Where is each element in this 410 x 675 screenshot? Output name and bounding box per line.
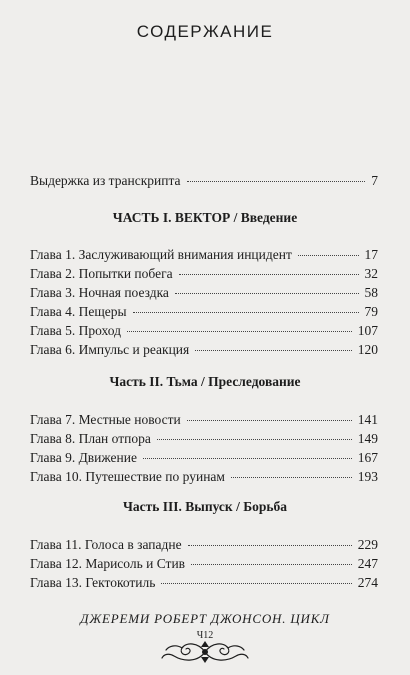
toc-entry [30,412,378,428]
toc-entry-page: 58 [364,285,378,300]
toc-entry-page: 274 [357,575,378,590]
toc-entry-page: 79 [364,304,378,319]
toc-entry [30,556,378,572]
toc-entry-page: 17 [364,247,378,262]
signature-code: Ч12 [196,630,214,641]
toc-entry [30,431,378,447]
dot-leader [127,331,352,332]
toc-entry-label: Глава 10. Путешествие по руинам [30,469,225,484]
ornament-flourish-icon [160,638,250,666]
dot-leader [188,545,352,546]
part-heading: ЧАСТЬ I. ВЕКТОР / Введение [112,210,298,225]
toc-entry [30,575,378,591]
toc-entry-label: Глава 8. План отпора [30,431,151,446]
toc-entry-intro [30,173,378,189]
dot-leader [195,350,352,351]
toc-entry [30,537,378,553]
toc-entry-page: 229 [357,537,378,552]
toc-entry-label: Глава 1. Заслуживающий внимания инцидент [30,247,292,262]
dot-leader [191,564,352,565]
toc-entry [30,323,378,339]
toc-entry-page: 7 [371,173,378,188]
page-title: СОДЕРЖАНИЕ [136,22,274,41]
toc-entry-label: Глава 11. Голоса в западне [30,537,182,552]
toc-entry-page: 141 [357,412,378,427]
toc-entry-page: 107 [357,323,378,338]
toc-entry-label: Глава 13. Гектокотиль [30,575,156,590]
toc-entry-label: Глава 9. Движение [30,450,137,465]
dot-leader [231,477,352,478]
toc-entry-page: 120 [357,342,378,357]
dot-leader [179,274,359,275]
toc-entry [30,469,378,485]
toc-entry [30,285,378,301]
toc-entry-page: 32 [364,266,378,281]
toc-entry-page: 167 [357,450,378,465]
toc-entry [30,304,378,320]
toc-entry [30,266,378,282]
toc-entry [30,342,378,358]
dot-leader [133,312,359,313]
toc-entry-label: Выдержка из транскрипта [30,173,181,188]
toc-entry [30,450,378,466]
toc-entry-label: Глава 12. Марисоль и Стив [30,556,186,571]
toc-entry-label: Глава 6. Импульс и реакция [30,342,190,357]
toc-entry-label: Глава 7. Местные новости [30,412,181,427]
toc-entry-label: Глава 3. Ночная поездка [30,285,169,300]
part-heading: Часть II. Тьма / Преследование [109,374,301,389]
dot-leader [175,293,359,294]
dot-leader [298,255,359,256]
running-footer-title: ДЖЕРЕМИ РОБЕРТ ДЖОНСОН. ЦИКЛ [80,611,330,626]
toc-entry-label: Глава 2. Попытки побега [30,266,173,281]
dot-leader [187,420,352,421]
toc-entry-page: 149 [357,431,378,446]
dot-leader [143,458,352,459]
toc-entry-page: 193 [357,469,378,484]
dot-leader [157,439,352,440]
dot-leader [161,583,351,584]
dot-leader [187,181,366,182]
toc-entry-page: 247 [357,556,378,571]
toc-entry-label: Глава 5. Проход [30,323,121,338]
part-heading: Часть III. Выпуск / Борьба [122,499,288,514]
toc-entry-label: Глава 4. Пещеры [30,304,127,319]
toc-entry [30,247,378,263]
